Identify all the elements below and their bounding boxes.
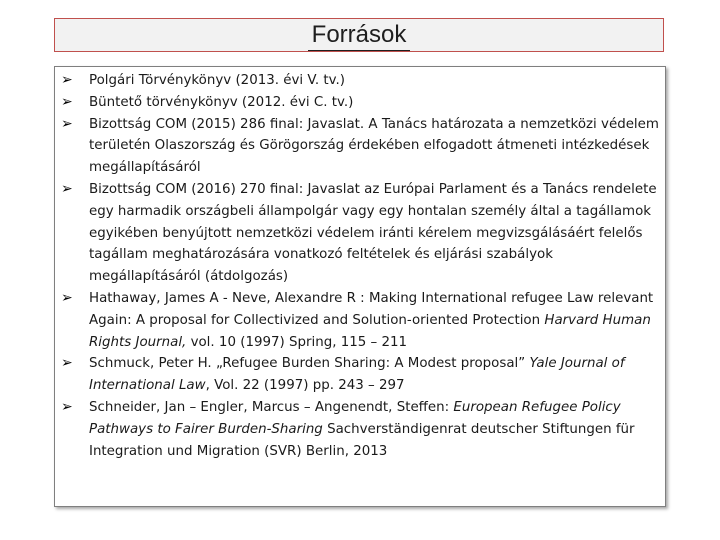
source-text: Hathaway, James A - Neve, Alexandre R : Making International refugee Law relevant Again: A proposal for Collectivized and Solution-oriented Protection (89, 290, 654, 328)
source-text: Bizottság COM (2016) 270 final: Javaslat az Európai Parlament és a Tanács rendelete egy harmadik országbeli állampolgár vagy egy hontalan személy által a tagállamok egyikében benyújtott nemzetközi védelem iránti kérelem megvizsgálásáért felelős tagállam meghatározására vonatkozó feltételek és eljárási szabályok megállapításáról (átdolgozás) (89, 181, 657, 285)
source-item (61, 114, 661, 179)
source-text: Schmuck, Peter H. „Refugee Burden Sharing: A Modest proposal” (89, 356, 530, 372)
source-text: vol. 10 (1997) Spring, 115 – 211 (186, 334, 408, 350)
arrowhead-bullet-icon: ➢ (61, 115, 73, 132)
source-item (61, 92, 661, 114)
source-text: Bizottság COM (2015) 286 final: Javaslat. A Tanács határozata a nemzetközi védelem területén Olaszország és Görögország érdekében elfogadott átmeneti intézkedések megállapításáról (89, 116, 659, 176)
source-text: , Vol. 22 (1997) pp. 243 – 297 (205, 378, 405, 394)
title-banner (54, 18, 664, 52)
source-item (61, 353, 661, 397)
source-text: Sachverständigenrat deutscher Stiftungen für Integration und Migration (SVR) Berlin, 2013 (89, 421, 635, 459)
source-item (61, 179, 661, 288)
sources-panel (54, 66, 666, 507)
sources-list (61, 70, 661, 462)
arrowhead-bullet-icon: ➢ (61, 289, 73, 306)
source-text: Polgári Törvénykönyv (2013. évi V. tv.) (89, 73, 345, 88)
journal-title: Harvard Human Rights Journal, (89, 312, 651, 350)
book-title: European Refugee Policy Pathways to Fairer Burden-Sharing (89, 399, 621, 437)
arrowhead-bullet-icon: ➢ (61, 355, 73, 372)
arrowhead-bullet-icon: ➢ (61, 72, 73, 88)
page-title: Források (308, 20, 411, 51)
source-text: Schneider, Jan – Engler, Marcus – Angenendt, Steffen: (89, 399, 454, 415)
source-item (61, 70, 661, 92)
arrowhead-bullet-icon: ➢ (61, 180, 73, 197)
source-item (61, 288, 661, 353)
source-item (61, 397, 661, 462)
arrowhead-bullet-icon: ➢ (61, 398, 73, 415)
source-text: Büntető törvénykönyv (2012. évi C. tv.) (89, 94, 354, 110)
journal-title: Yale Journal of International Law (89, 356, 625, 394)
arrowhead-bullet-icon: ➢ (61, 93, 73, 110)
